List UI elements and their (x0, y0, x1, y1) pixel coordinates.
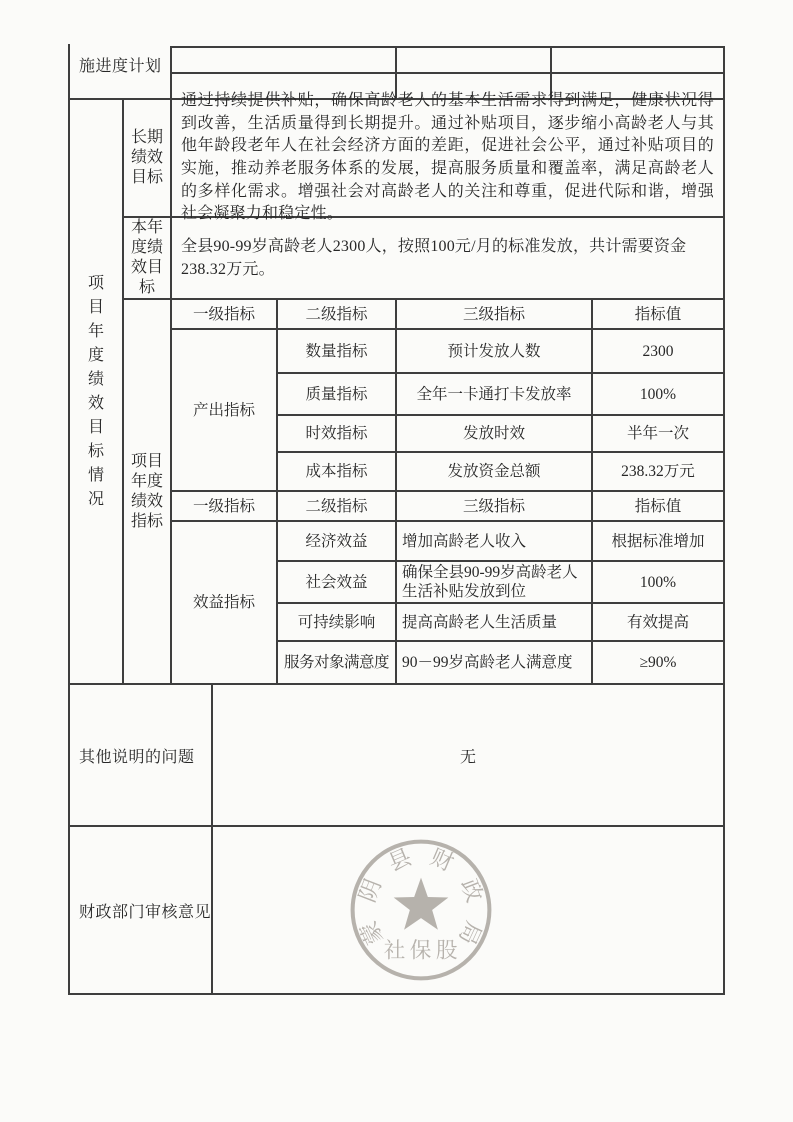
level1-output-indicator: 产出指标 (172, 330, 278, 492)
long-term-goal-row (124, 91, 723, 223)
header-value: 指标值 (593, 492, 723, 522)
finance-review-content (213, 827, 723, 993)
level3-cell: 提高高龄老人生活质量 (397, 604, 593, 642)
level3-cell: 确保全县90-99岁高龄老人生活补贴发放到位 (397, 562, 593, 604)
long-term-goal-content (172, 91, 723, 223)
level2-cell: 成本指标 (278, 453, 397, 492)
annual-goal-row (124, 218, 723, 300)
value-cell: 238.32万元 (593, 453, 723, 492)
header-level2: 二级指标 (278, 300, 397, 330)
other-issues-section (68, 685, 725, 827)
stamp-char: 县 (384, 844, 416, 876)
other-issues-value: 无 (459, 748, 476, 766)
annual-goal-content (172, 218, 723, 298)
header-level3: 三级指标 (397, 492, 593, 522)
performance-goal-rows (124, 91, 723, 683)
stamp-char: 局 (454, 917, 487, 949)
annual-goal-text: 全县90-99岁高龄老人2300人，按照100元/月的标准发放，共计需要资金238.32万元。 (181, 238, 687, 278)
annual-goal-label: 本年度绩效目标 (130, 219, 163, 296)
star-icon (394, 878, 449, 930)
level2-cell: 质量指标 (278, 374, 397, 416)
stamp-char: 蒙 (355, 917, 388, 949)
other-issues-label: 其他说明的问题 (70, 685, 213, 825)
indicator-label: 项目年度绩效指标 (130, 452, 163, 530)
schedule-cell (397, 48, 552, 74)
level2-cell: 经济效益 (278, 522, 397, 562)
stamp-char: 阴 (354, 875, 387, 906)
performance-goal-section (68, 91, 725, 685)
level2-cell: 服务对象满意度 (278, 642, 397, 683)
value-cell: 半年一次 (593, 416, 723, 453)
value-cell: 根据标准增加 (593, 522, 723, 562)
indicator-table (172, 300, 723, 683)
finance-review-section (68, 827, 725, 995)
level3-cell: 发放时效 (397, 416, 593, 453)
level3-cell: 预计发放人数 (397, 330, 593, 374)
indicator-row (124, 300, 723, 683)
level2-cell: 数量指标 (278, 330, 397, 374)
long-term-goal-label-cell (124, 100, 172, 216)
level2-cell: 可持续影响 (278, 604, 397, 642)
level3-cell: 发放资金总额 (397, 453, 593, 492)
level3-cell: 全年一卡通打卡发放率 (397, 374, 593, 416)
finance-stamp (339, 829, 503, 991)
value-cell: 100% (593, 562, 723, 604)
performance-form-table (68, 44, 725, 995)
header-level1: 一级指标 (172, 300, 278, 330)
value-cell: 有效提高 (593, 604, 723, 642)
finance-review-label: 财政部门审核意见 (70, 827, 213, 993)
long-term-goal-text: 通过持续提供补贴，确保高龄老人的基本生活需求得到满足，健康状况得到改善，生活质量得到长期提升。通过补贴项目，逐步缩小高龄老人与其他年龄段老年人在社会经济方面的差距，促进社会公平，通过补贴项目的实施，推动养老服务体系的发展，提高服务质量和覆盖率，满足高龄老人的多样化需求。增强社会对高龄老人的关注和尊重，促进代际和谐，增强社会凝聚力和稳定性。 (181, 91, 714, 223)
value-cell: 2300 (593, 330, 723, 374)
long-term-goal-label: 长期绩效目标 (130, 129, 163, 186)
indicator-label-cell (124, 300, 172, 683)
stamp-char: 财 (426, 844, 458, 876)
stamp-sub-text: 社保股 (383, 938, 462, 963)
level1-benefit-indicator: 效益指标 (172, 522, 278, 683)
header-level3: 三级指标 (397, 300, 593, 330)
header-level2: 二级指标 (278, 492, 397, 522)
header-level1: 一级指标 (172, 492, 278, 522)
stamp-char: 政 (455, 875, 488, 906)
performance-row-header: 项目年度绩效目标情况 (87, 274, 104, 508)
level2-cell: 社会效益 (278, 562, 397, 604)
value-cell: ≥90% (639, 654, 677, 671)
performance-row-header-cell (70, 100, 124, 683)
level3-cell: 增加高龄老人收入 (397, 522, 593, 562)
level3-cell: 90－99岁高龄老人满意度 (397, 642, 593, 683)
schedule-cell (172, 48, 397, 74)
value-cell: 100% (593, 374, 723, 416)
other-issues-content (213, 685, 723, 825)
header-value: 指标值 (593, 300, 723, 330)
schedule-cell (552, 48, 723, 74)
annual-goal-label-cell (124, 218, 172, 298)
level2-cell: 时效指标 (278, 416, 397, 453)
schedule-label: 施进度计划 (68, 44, 170, 100)
